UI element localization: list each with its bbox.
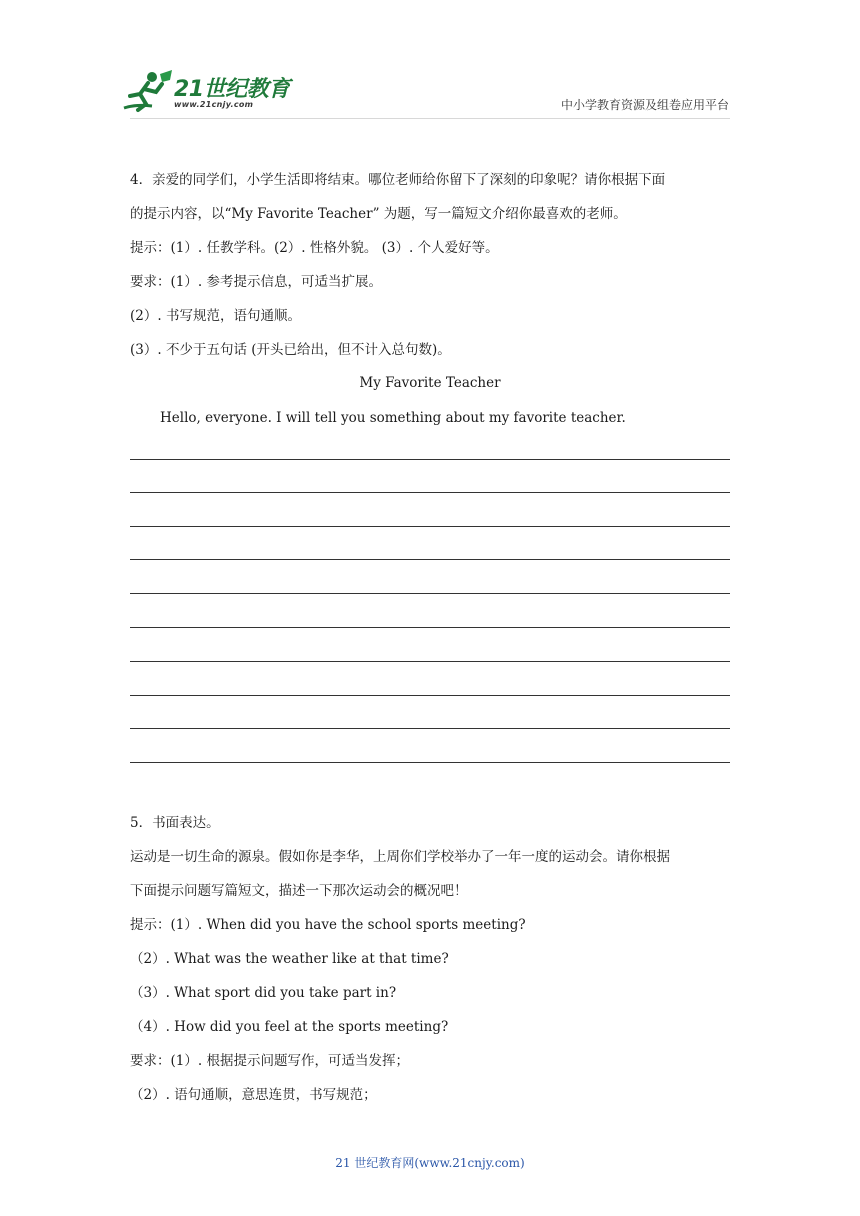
q5-hint-4: （4）. How did you feel at the sports meeting? (130, 1019, 449, 1035)
q4-essay-title: My Favorite Teacher (359, 375, 501, 391)
q5-hint-2: （2）. What was the weather like at that time? (130, 951, 449, 967)
q4-essay-opening: Hello, everyone. I will tell you something about my favorite teacher. (160, 410, 626, 426)
logo-text: 21世纪教育 (174, 77, 290, 102)
q5-hint-1: 提示：(1）. When did you have the school sports meeting? (130, 917, 526, 933)
q4-prompt-line-1: 4．亲爱的同学们，小学生活即将结束。哪位老师给你留下了深刻的印象呢？请你根据下面 (130, 172, 666, 188)
answer-line[interactable] (130, 627, 730, 628)
q4-prompt-line-2: 的提示内容，以“My Favorite Teacher” 为题，写一篇短文介绍你最喜欢的老师。 (130, 206, 627, 222)
header-divider (130, 118, 730, 119)
running-figure-icon (122, 70, 174, 114)
q5-prompt-line-2: 下面提示问题写篇短文，描述一下那次运动会的概况吧！ (130, 883, 468, 899)
q4-requirement-3: (3）. 不少于五句话 (开头已给出，但不计入总句数)。 (130, 342, 451, 358)
logo-url: www.21cnjy.com (174, 100, 254, 109)
q4-requirement-1: 要求：(1）. 参考提示信息，可适当扩展。 (130, 274, 382, 290)
answer-line[interactable] (130, 695, 730, 696)
answer-line[interactable] (130, 661, 730, 662)
q4-hint: 提示：(1）. 任教学科。(2）. 性格外貌。 (3）. 个人爱好等。 (130, 240, 499, 256)
answer-line[interactable] (130, 593, 730, 594)
q5-requirement-2: （2）. 语句通顺，意思连贯，书写规范； (130, 1087, 377, 1103)
header-platform-name: 中小学教育资源及组卷应用平台 (560, 98, 729, 112)
answer-line[interactable] (130, 492, 730, 493)
answer-line[interactable] (130, 728, 730, 729)
q5-heading: 5．书面表达。 (130, 815, 220, 831)
site-logo (122, 70, 292, 116)
q5-prompt-line-1: 运动是一切生命的源泉。假如你是李华，上周你们学校举办了一年一度的运动会。请你根据 (130, 849, 670, 865)
answer-line[interactable] (130, 559, 730, 560)
q4-requirement-2: (2）. 书写规范，语句通顺。 (130, 308, 301, 324)
footer-link[interactable]: 21 世纪教育网(www.21cnjy.com) (335, 1156, 525, 1170)
answer-line[interactable] (130, 762, 730, 763)
answer-line[interactable] (130, 459, 730, 460)
q5-hint-3: （3）. What sport did you take part in? (130, 985, 397, 1001)
q5-requirement-1: 要求：(1）. 根据提示问题写作，可适当发挥； (130, 1053, 409, 1069)
answer-line[interactable] (130, 526, 730, 527)
